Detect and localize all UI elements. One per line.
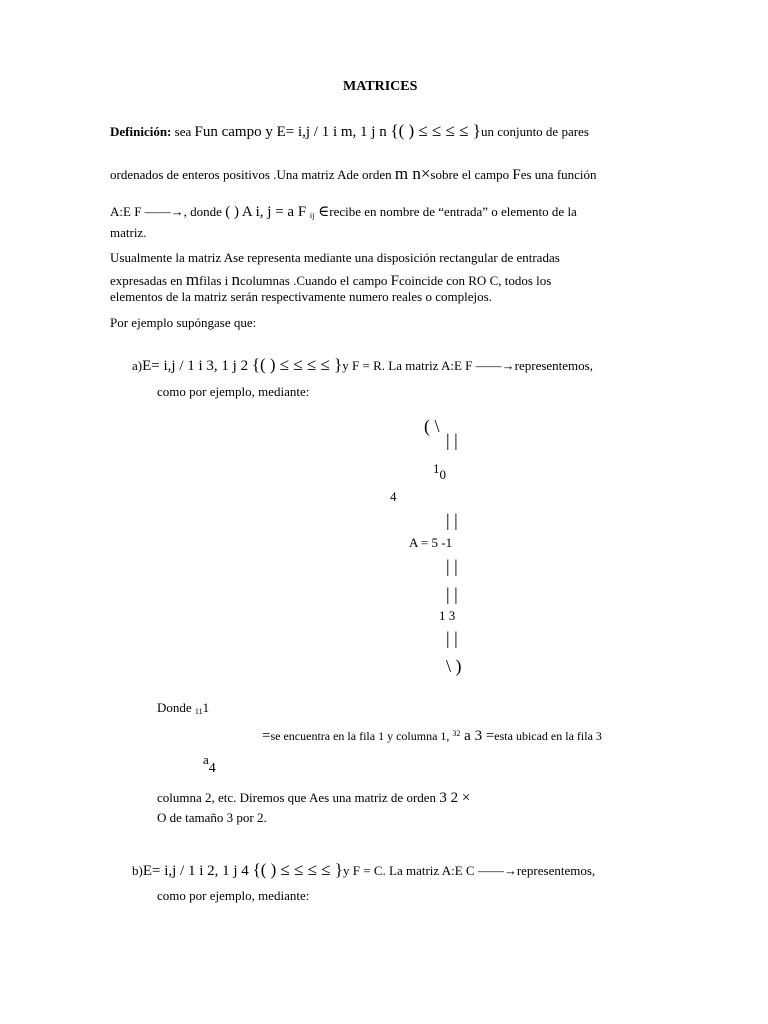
entry-subscript: 11 xyxy=(194,707,203,716)
rows-symbol: m xyxy=(185,270,200,289)
donde-line xyxy=(157,700,209,716)
element-of-symbol: ∈ xyxy=(314,204,330,220)
usual-text: filas i xyxy=(199,273,232,288)
field-symbol: F xyxy=(390,273,399,289)
set-definition: E= i,j / 1 i 2, 1 j 4 xyxy=(142,863,253,879)
donde-text: esta ubicad en la fila 3 xyxy=(494,729,602,743)
usual-text: coincide con RO C, todos los xyxy=(398,273,552,288)
entry-value: 1 xyxy=(202,700,210,715)
matrix-row-1 xyxy=(433,461,446,483)
set-definition: E= i,j / 1 i 3, 1 j 2 xyxy=(142,358,252,374)
matrix-bar: | | xyxy=(446,556,458,576)
example-b-line-1 xyxy=(132,860,595,880)
example-text: . La matriz A:E C ——→representemos, xyxy=(382,863,596,878)
matrix-entry: 1 xyxy=(433,461,440,476)
usual-text: expresadas en xyxy=(110,273,186,288)
order-symbol: m n× xyxy=(394,164,431,183)
set-symbols: {( ) ≤ ≤ ≤ ≤ } xyxy=(252,860,344,879)
matrix-bar: | | xyxy=(446,628,458,648)
donde-explanation xyxy=(262,728,602,745)
field-equation: y F = R xyxy=(342,358,382,373)
example-text: . La matriz A:E F ——→representemos, xyxy=(381,358,593,373)
matrix-entry: 0 xyxy=(439,467,446,482)
definition-line-1 xyxy=(110,121,589,141)
usual-line-3: elementos de la matriz serán respectivamente numero reales o complejos. xyxy=(110,289,492,304)
definition-text: ordenados de enteros positivos .Una matriz Ade orden xyxy=(110,167,395,182)
definition-text: recibe en nombre de “entrada” o elemento de la xyxy=(329,204,577,219)
entry-subscript: ij xyxy=(309,211,315,220)
donde-text: se encuentra en la fila 1 y columna 1, xyxy=(270,729,453,743)
cols-symbol: n xyxy=(231,270,241,289)
matrix-bar: | | xyxy=(446,430,458,450)
example-intro: Por ejemplo supóngase que: xyxy=(110,315,257,330)
page-title: MATRICES xyxy=(343,79,418,94)
set-symbols: {( ) ≤ ≤ ≤ ≤ } xyxy=(390,121,481,140)
example-prefix: a) xyxy=(132,358,143,373)
definition-text: sobre el campo xyxy=(430,167,513,182)
entry-letter: a xyxy=(203,752,209,767)
definition-text: es una función xyxy=(520,167,597,182)
donde-label: Donde xyxy=(157,700,195,715)
example-prefix: b) xyxy=(132,863,143,878)
matrix-entry-4: 4 xyxy=(390,489,397,504)
order-text: columna 2, etc. Diremos que Aes una matriz de orden xyxy=(157,790,440,805)
entry-value: 4 xyxy=(208,761,216,776)
set-symbols: {( ) ≤ ≤ ≤ ≤ } xyxy=(251,355,343,374)
usual-line-2 xyxy=(110,270,551,290)
definition-line-2 xyxy=(110,164,597,184)
matrix-bar: | | xyxy=(446,510,458,530)
matrix-bottom-paren: \ ) xyxy=(446,656,462,676)
example-a-line-1 xyxy=(132,355,593,375)
equals-symbol: = xyxy=(262,728,271,744)
definition-label: Definición: xyxy=(110,124,172,139)
entry-formula: ( ) A i, j = a F xyxy=(225,204,310,220)
entry-formula: a 3 = xyxy=(460,728,495,744)
entry-subscript: 32 xyxy=(452,729,461,738)
matrix-top-paren: ( \ xyxy=(424,416,440,436)
field-symbol: F xyxy=(512,167,521,183)
usual-line-1: Usualmente la matriz Ase representa mediante una disposición rectangular de entradas xyxy=(110,250,560,265)
example-b-line-2: como por ejemplo, mediante: xyxy=(157,888,310,903)
order-line xyxy=(157,790,470,807)
definition-text: un conjunto de pares xyxy=(480,124,589,139)
definition-line-3 xyxy=(110,202,577,221)
matrix-row-2: A = 5 -1 xyxy=(409,535,453,550)
a-sub-4 xyxy=(203,752,216,777)
order-symbol: 3 2 × xyxy=(439,790,471,806)
field-equation: y F = C xyxy=(343,863,383,878)
usual-text: columnas .Cuando el campo xyxy=(240,273,391,288)
definition-line-4: matriz. xyxy=(110,225,147,240)
definition-text: sea xyxy=(171,124,195,139)
field-symbol: F xyxy=(194,124,203,140)
set-definition: un campo y E= i,j / 1 i m, 1 j n xyxy=(202,124,391,140)
definition-text: A:E F ——→, donde xyxy=(110,204,226,219)
example-a-line-2: como por ejemplo, mediante: xyxy=(157,384,310,399)
matrix-bar: | | xyxy=(446,584,458,604)
matrix-row-3: 1 3 xyxy=(439,608,456,623)
size-line: O de tamaño 3 por 2. xyxy=(157,810,267,825)
